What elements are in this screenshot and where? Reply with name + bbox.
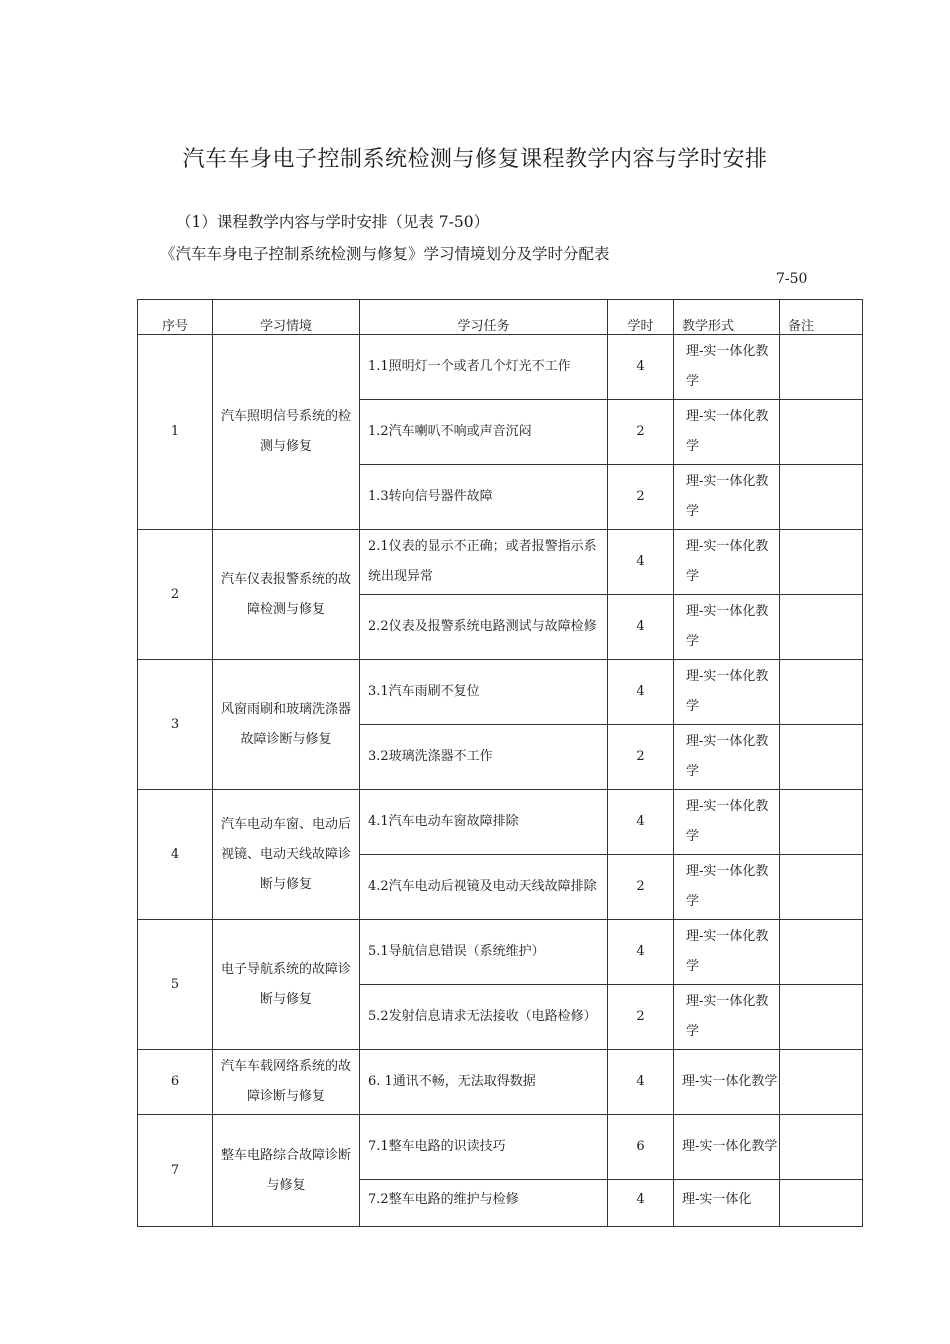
table-row (138, 335, 863, 400)
table-row (138, 920, 863, 985)
cell-note (780, 595, 863, 660)
cell-note (780, 465, 863, 530)
cell-note (780, 985, 863, 1050)
cell-hours: 6 (608, 1115, 674, 1180)
cell-task: 6. 1通讯不畅，无法取得数据 (360, 1050, 608, 1115)
cell-note (780, 660, 863, 725)
cell-task: 7.1整车电路的识读技巧 (360, 1115, 608, 1180)
cell-task: 7.2整车电路的维护与检修 (360, 1180, 608, 1227)
header-hours: 学时 (608, 300, 674, 335)
cell-hours: 2 (608, 985, 674, 1050)
cell-task: 1.2汽车喇叭不响或声音沉闷 (360, 400, 608, 465)
cell-form: 理-实一体化教学 (674, 1050, 780, 1115)
document-title: 汽车车身电子控制系统检测与修复课程教学内容与学时安排 (182, 147, 768, 172)
table-number: 7-50 (776, 271, 808, 287)
cell-note (780, 1050, 863, 1115)
table-caption: 《汽车车身电子控制系统检测与修复》学习情境划分及学时分配表 (160, 245, 610, 263)
cell-note (780, 855, 863, 920)
section-subtitle: （1）课程教学内容与学时安排（见表 7-50） (176, 213, 490, 231)
table-row (138, 1115, 863, 1180)
cell-task: 4.1汽车电动车窗故障排除 (360, 790, 608, 855)
cell-seq: 5 (138, 920, 213, 1050)
table-row (138, 530, 863, 595)
cell-note (780, 1180, 863, 1227)
cell-seq: 2 (138, 530, 213, 660)
cell-hours: 2 (608, 465, 674, 530)
cell-situation: 汽车仪表报警系统的故障检测与修复 (213, 530, 360, 660)
cell-task: 3.1汽车雨刷不复位 (360, 660, 608, 725)
cell-situation: 整车电路综合故障诊断与修复 (213, 1115, 360, 1227)
cell-seq: 3 (138, 660, 213, 790)
cell-form: 理-实一体化教学 (674, 725, 780, 790)
cell-form: 理-实一体化教学 (674, 465, 780, 530)
cell-hours: 4 (608, 1180, 674, 1227)
cell-situation: 汽车照明信号系统的检测与修复 (213, 335, 360, 530)
cell-task: 5.1导航信息错误（系统维护） (360, 920, 608, 985)
cell-form: 理-实一体化 (674, 1180, 780, 1227)
cell-seq: 1 (138, 335, 213, 530)
cell-hours: 4 (608, 790, 674, 855)
cell-note (780, 335, 863, 400)
cell-situation: 汽车车载网络系统的故障诊断与修复 (213, 1050, 360, 1115)
table-row (138, 1050, 863, 1115)
cell-situation: 风窗雨刷和玻璃洗涤器故障诊断与修复 (213, 660, 360, 790)
cell-task: 3.2玻璃洗涤器不工作 (360, 725, 608, 790)
cell-form: 理-实一体化教学 (674, 855, 780, 920)
cell-seq: 4 (138, 790, 213, 920)
header-form: 教学形式 (674, 300, 780, 335)
cell-note (780, 530, 863, 595)
cell-hours: 4 (608, 1050, 674, 1115)
cell-task: 4.2汽车电动后视镜及电动天线故障排除 (360, 855, 608, 920)
cell-note (780, 920, 863, 985)
cell-note (780, 400, 863, 465)
cell-situation: 汽车电动车窗、电动后视镜、电动天线故障诊断与修复 (213, 790, 360, 920)
cell-hours: 4 (608, 660, 674, 725)
cell-form: 理-实一体化教学 (674, 1115, 780, 1180)
cell-seq: 6 (138, 1050, 213, 1115)
cell-hours: 2 (608, 855, 674, 920)
cell-hours: 4 (608, 335, 674, 400)
cell-note (780, 725, 863, 790)
cell-form: 理-实一体化教学 (674, 530, 780, 595)
header-situation: 学习情境 (213, 300, 360, 335)
table-row (138, 790, 863, 855)
cell-form: 理-实一体化教学 (674, 595, 780, 660)
cell-task: 2.1仪表的显示不正确；或者报警指示系统出现异常 (360, 530, 608, 595)
cell-form: 理-实一体化教学 (674, 920, 780, 985)
cell-note (780, 1115, 863, 1180)
cell-task: 5.2发射信息请求无法接收（电路检修） (360, 985, 608, 1050)
header-task: 学习任务 (360, 300, 608, 335)
cell-note (780, 790, 863, 855)
cell-situation: 电子导航系统的故障诊断与修复 (213, 920, 360, 1050)
cell-form: 理-实一体化教学 (674, 790, 780, 855)
schedule-table (137, 299, 863, 1227)
table-header-row (138, 300, 863, 335)
cell-task: 1.1照明灯一个或者几个灯光不工作 (360, 335, 608, 400)
cell-hours: 4 (608, 530, 674, 595)
cell-task: 1.3转向信号器件故障 (360, 465, 608, 530)
cell-hours: 4 (608, 920, 674, 985)
cell-task: 2.2仪表及报警系统电路测试与故障检修 (360, 595, 608, 660)
table-row (138, 660, 863, 725)
cell-form: 理-实一体化教学 (674, 985, 780, 1050)
cell-form: 理-实一体化教学 (674, 660, 780, 725)
header-seq: 序号 (138, 300, 213, 335)
cell-hours: 2 (608, 400, 674, 465)
cell-hours: 4 (608, 595, 674, 660)
cell-form: 理-实一体化教学 (674, 400, 780, 465)
header-note: 备注 (780, 300, 863, 335)
cell-form: 理-实一体化教学 (674, 335, 780, 400)
cell-seq: 7 (138, 1115, 213, 1227)
cell-hours: 2 (608, 725, 674, 790)
